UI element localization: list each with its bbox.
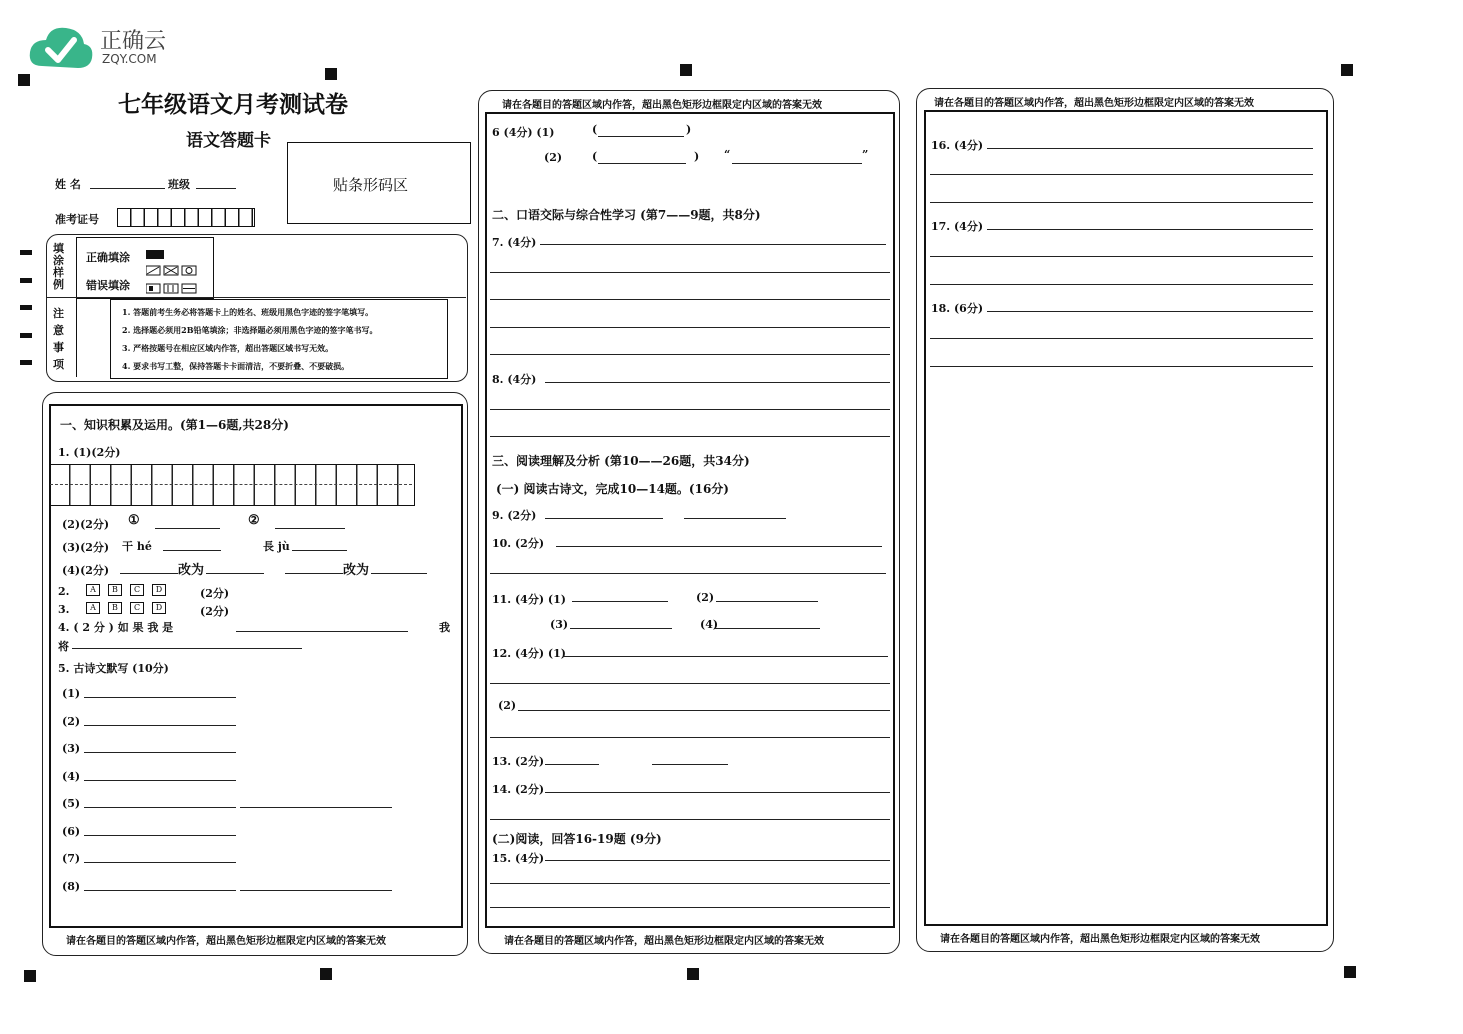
note-item: 1. 答题前考生务必将答题卡上的姓名、班级用黑色字迹的签字笔填写。 — [122, 307, 374, 317]
circle-two: ② — [248, 513, 260, 528]
boundary-notice: 请在各题目的答题区域内作答，超出黑色矩形边框限定内区域的答案无效 — [66, 936, 386, 947]
option-a[interactable]: A — [86, 584, 100, 596]
question-label: (4)(2分) — [62, 564, 110, 577]
answer-line[interactable] — [490, 883, 890, 884]
question-label: 10. (2分) — [492, 537, 545, 550]
registration-mark — [680, 64, 692, 76]
answer-blank[interactable] — [716, 601, 818, 602]
answer-line[interactable] — [518, 710, 890, 711]
fill-example-label: 填涂样例 — [53, 242, 64, 291]
question-label: (3)(2分) — [62, 541, 110, 554]
answer-blank[interactable] — [240, 807, 392, 808]
answer-blank[interactable] — [163, 550, 221, 551]
answer-line[interactable] — [490, 737, 890, 738]
gaiwei-label: 改为 — [343, 563, 370, 578]
answer-blank[interactable] — [292, 550, 347, 551]
answer-blank[interactable] — [236, 631, 408, 632]
answer-line[interactable] — [490, 327, 890, 328]
answer-blank[interactable] — [714, 628, 820, 629]
answer-line[interactable] — [490, 409, 890, 410]
answer-blank[interactable] — [545, 518, 663, 519]
section-heading: 三、阅读理解及分析 (第10——26题，共34分) — [492, 454, 750, 468]
answer-line[interactable] — [490, 354, 890, 355]
question-label: 3. — [58, 603, 70, 616]
question-label: 7. (4分) — [492, 236, 537, 249]
answer-line[interactable] — [930, 284, 1313, 285]
poem-item-label: (1) — [62, 687, 81, 700]
answer-line[interactable] — [930, 174, 1313, 175]
question-label: (3) — [550, 618, 569, 631]
name-field[interactable] — [90, 188, 165, 189]
answer-line[interactable] — [556, 546, 882, 547]
question-label: 15. (4分) — [492, 852, 545, 865]
question-label: 2. — [58, 585, 70, 598]
question-label: 17. (4分) — [931, 220, 984, 233]
answer-line[interactable] — [490, 299, 890, 300]
wrong-fill-label: 错误填涂 — [86, 279, 130, 292]
option-c[interactable]: C — [130, 584, 144, 596]
question-label: 5. 古诗文默写 (10分) — [58, 662, 169, 675]
answer-line[interactable] — [545, 382, 890, 383]
answer-line[interactable] — [930, 256, 1313, 257]
divider — [46, 297, 466, 298]
poem-item-label: (4) — [62, 769, 81, 783]
exam-id-label: 准考证号 — [55, 213, 99, 226]
note-item: 2. 选择题必须用2B铅笔填涂；非选择题必须用黑色字迹的签字笔书写。 — [122, 325, 378, 335]
option-c[interactable]: C — [130, 602, 144, 614]
side-mark — [20, 360, 32, 365]
question-text: 将 — [58, 640, 69, 653]
registration-mark — [1344, 966, 1356, 978]
question-label: 14. (2分) — [492, 783, 545, 796]
answer-line[interactable] — [490, 272, 890, 273]
question-label: 6 (4分) (1) — [492, 126, 555, 139]
question-label: 8. (4分) — [492, 373, 537, 386]
writing-grid[interactable] — [49, 464, 415, 506]
registration-mark — [1341, 64, 1353, 76]
poem-item-label: (6) — [62, 824, 81, 838]
answer-blank[interactable] — [598, 136, 684, 137]
question-label: (4) — [700, 618, 719, 631]
pinyin-one: 干 hé — [122, 540, 152, 553]
answer-line[interactable] — [987, 311, 1313, 312]
answer-blank[interactable] — [120, 573, 178, 574]
subsection-heading: (一) 阅读古诗文，完成10—14题。(16分) — [496, 482, 729, 496]
gaiwei-label: 改为 — [178, 563, 205, 578]
answer-line[interactable] — [930, 366, 1313, 367]
bracket: ( — [592, 123, 598, 136]
question-label: (2)(2分) — [62, 518, 110, 531]
note-item: 3. 严格按题号在相应区域内作答，超出答题区域书写无效。 — [122, 343, 334, 353]
answer-line[interactable] — [490, 683, 890, 684]
wrong-fill-samples — [146, 265, 206, 299]
barcode-label: 贴条形码区 — [333, 176, 409, 194]
answer-line[interactable] — [987, 148, 1313, 149]
correct-fill-label: 正确填涂 — [86, 251, 130, 264]
answer-blank[interactable] — [572, 601, 668, 602]
page-title: 七年级语文月考测试卷 — [118, 91, 348, 118]
side-mark — [20, 305, 32, 310]
score-label: (2分) — [200, 605, 230, 618]
option-b[interactable]: B — [108, 602, 122, 614]
logo-check-icon — [28, 22, 94, 72]
question-label: 1. (1)(2分) — [58, 446, 121, 459]
registration-mark — [687, 968, 699, 980]
option-d[interactable]: D — [152, 584, 166, 596]
question-label: 13. (2分) — [492, 755, 545, 768]
boundary-notice: 请在各题目的答题区域内作答，超出黑色矩形边框限定内区域的答案无效 — [934, 98, 1254, 109]
answer-blank[interactable] — [84, 752, 236, 753]
question-label: 12. (4分) (1) — [492, 647, 566, 660]
registration-mark — [24, 970, 36, 982]
question-text: 我 — [439, 621, 450, 634]
boundary-notice: 请在各题目的答题区域内作答，超出黑色矩形边框限定内区域的答案无效 — [504, 936, 824, 947]
answer-line[interactable] — [490, 436, 890, 437]
registration-mark — [325, 68, 337, 80]
answer-line[interactable] — [540, 244, 886, 245]
answer-blank[interactable] — [732, 163, 862, 164]
answer-blank[interactable] — [84, 862, 236, 863]
answer-blank[interactable] — [84, 807, 236, 808]
answer-blank[interactable] — [84, 835, 236, 836]
question-label: (2) — [696, 591, 715, 604]
answer-line[interactable] — [545, 860, 890, 861]
option-a[interactable]: A — [86, 602, 100, 614]
answer-blank[interactable] — [84, 725, 236, 726]
correct-fill-sample — [146, 250, 164, 259]
grid-midline — [50, 484, 412, 485]
question-label: 4. ( 2 分 ) 如 果 我 是 — [58, 621, 174, 634]
answer-line[interactable] — [987, 229, 1313, 230]
answer-blank[interactable] — [275, 528, 345, 529]
answer-line[interactable] — [490, 907, 890, 908]
name-label: 姓 名 — [55, 178, 81, 191]
section-heading: 一、知识积累及运用。(第1—6题,共28分) — [60, 418, 289, 432]
question-label: 11. (4分) (1) — [492, 593, 566, 606]
section-heading: 二、口语交际与综合性学习 (第7——9题，共8分) — [492, 208, 761, 222]
question-label: 9. (2分) — [492, 509, 537, 522]
poem-item-label: (8) — [62, 879, 81, 893]
side-mark — [20, 278, 32, 283]
answer-blank[interactable] — [371, 573, 427, 574]
registration-mark — [320, 968, 332, 980]
notes-side-box — [76, 299, 111, 377]
subsection-heading: (二)阅读，回答16-19题 (9分) — [492, 832, 662, 846]
answer-blank[interactable] — [652, 764, 728, 765]
side-mark — [20, 250, 32, 255]
registration-mark — [18, 74, 30, 86]
answer-frame-inner — [924, 110, 1328, 926]
boundary-notice: 请在各题目的答题区域内作答，超出黑色矩形边框限定内区域的答案无效 — [940, 934, 1260, 945]
answer-frame-inner — [485, 112, 895, 928]
bracket: ( — [592, 150, 598, 163]
poem-item-label: (2) — [62, 714, 81, 728]
answer-blank[interactable] — [285, 573, 343, 574]
answer-blank[interactable] — [84, 890, 236, 891]
note-item: 4. 要求书写工整，保持答题卡卡面清洁，不要折叠、不要破损。 — [122, 361, 350, 371]
answer-blank[interactable] — [684, 518, 786, 519]
answer-blank[interactable] — [84, 697, 236, 698]
option-b[interactable]: B — [108, 584, 122, 596]
answer-blank[interactable] — [570, 628, 672, 629]
question-label: 16. (4分) — [931, 139, 984, 152]
quote-mark: “ — [724, 148, 731, 161]
answer-blank[interactable] — [84, 780, 236, 781]
poem-item-label: (3) — [62, 742, 81, 755]
answer-line[interactable] — [490, 573, 886, 574]
class-label: 班级 — [168, 178, 190, 191]
quote-mark: ” — [862, 148, 869, 161]
option-d[interactable]: D — [152, 602, 166, 614]
answer-line[interactable] — [490, 819, 890, 820]
bracket: ) — [686, 123, 692, 136]
answer-blank[interactable] — [206, 573, 264, 574]
question-label: (2) — [498, 699, 517, 712]
answer-blank[interactable] — [545, 764, 599, 765]
logo-text: 正确云 — [100, 29, 167, 54]
bracket: ) — [694, 150, 700, 163]
logo — [28, 22, 178, 74]
answer-blank[interactable] — [240, 890, 392, 891]
answer-line[interactable] — [930, 338, 1313, 339]
answer-blank[interactable] — [155, 528, 220, 529]
boundary-notice: 请在各题目的答题区域内作答，超出黑色矩形边框限定内区域的答案无效 — [502, 100, 822, 111]
answer-line[interactable] — [930, 202, 1313, 203]
side-mark — [20, 333, 32, 338]
page-subtitle: 语文答题卡 — [186, 131, 271, 151]
poem-item-label: (5) — [62, 797, 81, 810]
logo-subtext: ZQY.COM — [102, 52, 157, 66]
class-field[interactable] — [196, 188, 236, 189]
answer-line[interactable] — [564, 656, 888, 657]
score-label: (2分) — [200, 587, 230, 600]
answer-blank[interactable] — [598, 163, 686, 164]
notes-label: 注意事项 — [53, 307, 64, 371]
question-label: (2) — [544, 151, 563, 164]
circle-one: ① — [128, 513, 140, 528]
question-label: 18. (6分) — [931, 302, 984, 315]
exam-id-boxes[interactable] — [117, 208, 255, 227]
poem-item-label: (7) — [62, 852, 81, 865]
pinyin-two: 長 jù — [263, 540, 290, 553]
answer-line[interactable] — [545, 792, 890, 793]
answer-blank[interactable] — [72, 648, 302, 649]
